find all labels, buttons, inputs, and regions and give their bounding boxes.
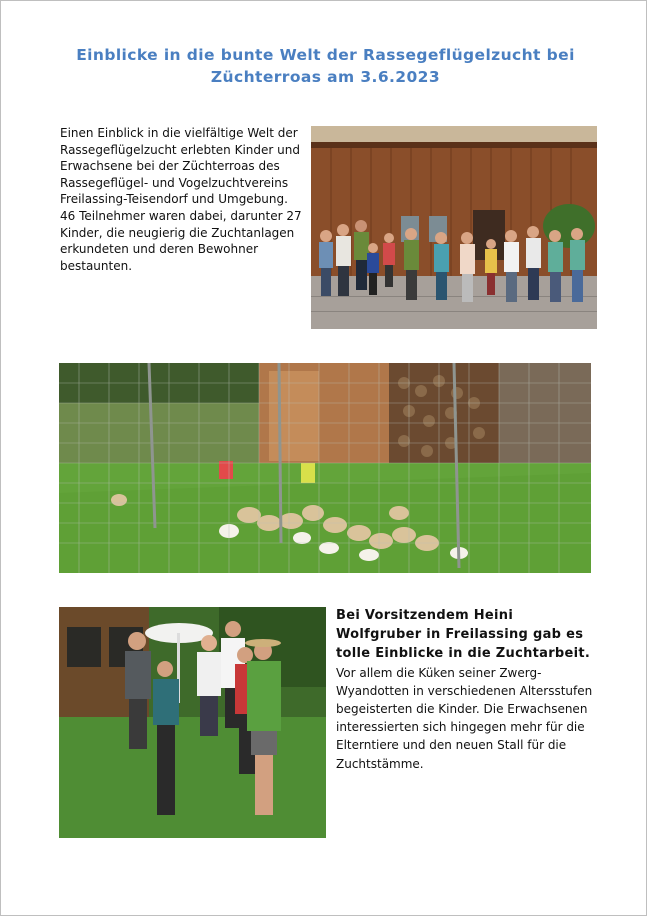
second-paragraph-body: Vor allem die Küken seiner Zwerg-Wyandotten in verschiedenen Altersstufen begeisterten die Kinder. Die Erwachsenen interessierten sich hingegen mehr für die Elterntiere und den neuen Stall für die Zuchtstämme. [336,665,593,771]
photo-group-building [311,126,597,329]
title-line-1: Einblicke in die bunte Welt der Rassegeflügelzucht bei [76,46,575,64]
second-paragraph [336,606,598,773]
title-line-2: Züchterroas am 3.6.2023 [210,68,441,86]
page-title [40,44,611,88]
photo-garden-visit [59,607,326,838]
intro-paragraph: Einen Einblick in die vielfältige Welt der Rassegeflügelzucht erlebten Kinder und Erwachsene bei der Züchterroas des Rassegeflügel- und Vogelzuchtvereins Freilassing-Teisendorf und Umgebung. 46 Teilnehmer waren dabei, darunter 27 Kinder, die neugierig die Zuchtanlagen erkundeten und deren Bewohner bestaunten. [60,126,302,273]
second-paragraph-heading: Bei Vorsitzendem Heini Wolfgruber in Freilassing gab es tolle Einblicke in die Zuchtarbeit. [336,608,591,662]
photo-chicken-enclosure [59,363,591,573]
